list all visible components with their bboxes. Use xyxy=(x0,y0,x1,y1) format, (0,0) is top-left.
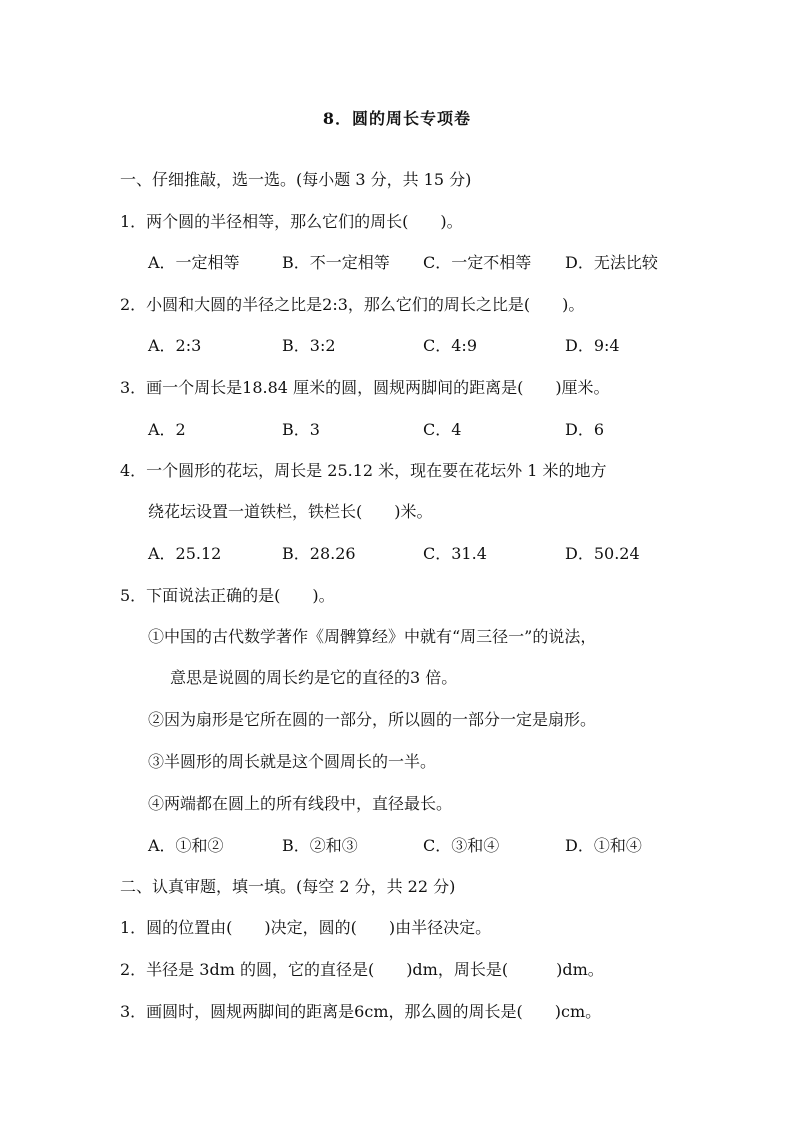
q5-statement-1-line-1: ①中国的古代数学著作《周髀算经》中就有“周三径一”的说法， xyxy=(148,627,597,646)
q5-option-a: A．①和② xyxy=(148,836,224,855)
q5-option-d: D．①和④ xyxy=(565,836,642,855)
question-1-stem: 1．两个圆的半径相等，那么它们的周长( )。 xyxy=(120,212,463,231)
q5-statement-3: ③半圆形的周长就是这个圆周长的一半。 xyxy=(148,752,437,771)
question-5-stem: 5．下面说法正确的是( )。 xyxy=(120,586,335,605)
q4-option-b: B．28.26 xyxy=(282,544,356,563)
section-2-question-1: 1．圆的位置由( )决定，圆的( )由半径决定。 xyxy=(120,918,492,937)
q1-option-d: D．无法比较 xyxy=(565,253,658,272)
q3-option-a: A．2 xyxy=(148,420,186,439)
section-2-question-3: 3．画圆时，圆规两脚间的距离是6cm，那么圆的周长是( )cm。 xyxy=(120,1002,602,1021)
q5-option-b: B．②和③ xyxy=(282,836,358,855)
q3-option-b: B．3 xyxy=(282,420,320,439)
q1-option-c: C．一定不相等 xyxy=(423,253,532,272)
section-1-heading: 一、仔细推敲，选一选。(每小题 3 分，共 15 分) xyxy=(120,170,472,189)
q4-option-a: A．25.12 xyxy=(148,544,222,563)
section-2-question-2: 2．半径是 3dm 的圆，它的直径是( )dm，周长是( )dm。 xyxy=(120,960,604,979)
q5-statement-4: ④两端都在圆上的所有线段中，直径最长。 xyxy=(148,794,453,813)
question-3-stem: 3．画一个周长是18.84 厘米的圆，圆规两脚间的距离是( )厘米。 xyxy=(120,378,610,397)
q1-option-b: B．不一定相等 xyxy=(282,253,390,272)
q1-option-a: A．一定相等 xyxy=(148,253,240,272)
page-title: 8．圆的周长专项卷 xyxy=(322,109,472,128)
q5-statement-2: ②因为扇形是它所在圆的一部分，所以圆的一部分一定是扇形。 xyxy=(148,710,597,729)
q2-option-b: B．3:2 xyxy=(282,336,336,355)
q4-option-c: C．31.4 xyxy=(423,544,487,563)
question-4-stem-line-1: 4．一个圆形的花坛，周长是 25.12 米，现在要在花坛外 1 米的地方 xyxy=(120,461,607,480)
q2-option-d: D．9:4 xyxy=(565,336,620,355)
section-2-heading: 二、认真审题，填一填。(每空 2 分，共 22 分) xyxy=(120,877,456,896)
q4-option-d: D．50.24 xyxy=(565,544,640,563)
question-2-stem: 2．小圆和大圆的半径之比是2:3，那么它们的周长之比是( )。 xyxy=(120,295,585,314)
question-4-stem-line-2: 绕花坛设置一道铁栏，铁栏长( )米。 xyxy=(148,502,433,521)
q3-option-d: D．6 xyxy=(565,420,605,439)
q3-option-c: C．4 xyxy=(423,420,462,439)
q5-statement-1-line-2: 意思是说圆的周长约是它的直径的3 倍。 xyxy=(170,668,458,687)
q5-option-c: C．③和④ xyxy=(423,836,500,855)
q2-option-c: C．4:9 xyxy=(423,336,477,355)
q2-option-a: A．2:3 xyxy=(148,336,202,355)
